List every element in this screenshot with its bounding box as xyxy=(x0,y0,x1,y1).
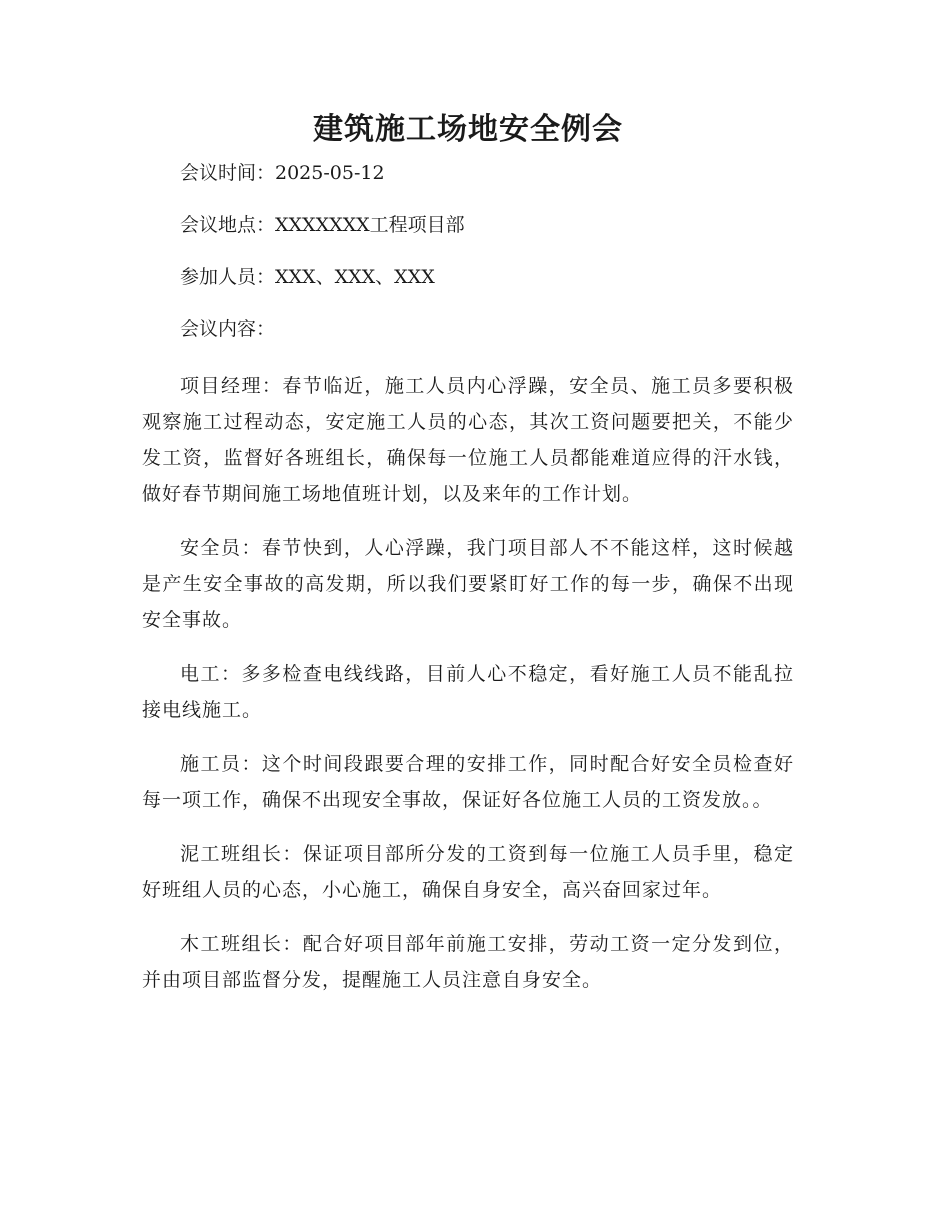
paragraph-carpentry-team-leader: 木工班组长：配合好项目部年前施工安排，劳动工资一定分发到位，并由项目部监督分发，提醒施工人员注意自身安全。 xyxy=(142,933,794,991)
document-title: 建筑施工场地安全例会 xyxy=(313,112,623,147)
paragraph-electrician: 电工：多多检查电线线路，目前人心不稳定，看好施工人员不能乱拉接电线施工。 xyxy=(142,663,794,721)
document-page xyxy=(142,108,794,1016)
meeting-attendees: 参加人员：XXX、XXX、XXX xyxy=(180,266,435,288)
meeting-place: 会议地点：XXXXXXX工程项目部 xyxy=(180,214,465,236)
meeting-time: 会议时间：2025-05-12 xyxy=(180,162,385,184)
paragraph-masonry-team-leader: 泥工班组长：保证项目部所分发的工资到每一位施工人员手里，稳定好班组人员的心态，小心施工，确保自身安全，高兴奋回家过年。 xyxy=(142,843,794,901)
paragraph-safety-officer: 安全员：春节快到，人心浮躁，我门项目部人不不能这样，这时候越是产生安全事故的高发期，所以我们要紧盯好工作的每一步，确保不出现安全事故。 xyxy=(142,537,794,631)
paragraph-construction-worker: 施工员：这个时间段跟要合理的安排工作，同时配合好安全员检查好每一项工作，确保不出现安全事故，保证好各位施工人员的工资发放。。 xyxy=(142,753,794,811)
meeting-content-label: 会议内容： xyxy=(180,318,276,340)
paragraph-project-manager: 项目经理：春节临近，施工人员内心浮躁，安全员、施工员多要积极观察施工过程动态，安定施工人员的心态，其次工资问题要把关，不能少发工资，监督好各班组长，确保每一位施工人员都能难道应得的汗水钱，做好春节期间施工场地值班计划，以及来年的工作计划。 xyxy=(142,375,794,505)
